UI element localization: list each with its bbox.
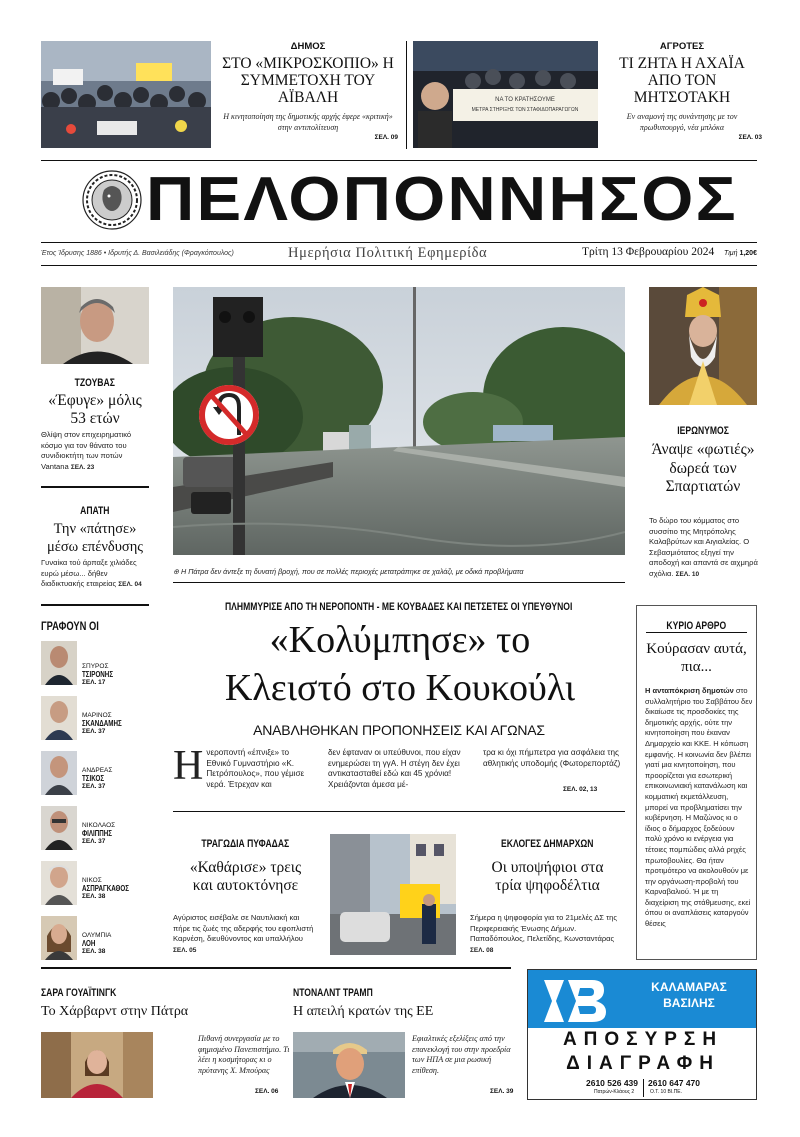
top-right-kicker: ΑΓΡΟΤΕΣ <box>659 41 705 52</box>
writer-ref: ΣΕΛ. 37 <box>82 783 106 790</box>
ekloges-kicker: ΕΚΛΟΓΕΣ ΔΗΜΑΡΧΩΝ <box>501 838 594 850</box>
s2-kicker: ΑΠΑΤΗ <box>80 505 110 517</box>
whiting-photo <box>41 1032 153 1098</box>
ad-name-2: ΒΑΣΙΛΗΣ <box>663 996 715 1010</box>
kyrio-headline[interactable]: Κούρασαν αυτά, πια... <box>646 641 747 675</box>
writer-row[interactable] <box>41 804 151 859</box>
protest-photo <box>41 41 211 148</box>
s2-text: Γυναίκα τού άρπαξε χιλιάδες ευρώ μέσω... δήθεν διαδικτυακής εταιρείας <box>41 558 137 588</box>
bottom-mid-text: Εφιαλτικές εξελίξεις από την επανεκλογή του στην προεδρία των ΗΠΑ σε μια ρωσική επίθεση. <box>412 1034 511 1075</box>
kyrio-text: στο συλλαλητήριο του Σαββάτου δεν δικαίωσε τις προσδοκίες της δημοτικής αρχής, ούτε την κινητοποίηση που έκαναν Δημαρχείο και ΚΚΕ. Η κόπωση εμφανής. Η κοινωνία δεν βλέπει γιατί μια κινητοποίηση, που προορίζεται για εσωτερική επικοινωνιακή κατανάλωση και κομματική εκμετάλλευση, μπορεί να προβληματίσει την κυβέρνηση. Η Μαζώνος κι ο ίδιος ο δήμαρχος ξοδεύουν πολύ χρόνο κι ενέργεια για τέτοιες πομπώδεις αλλά ρηχές πρωτοβουλίες. Θα ήταν προτιμότερο να ακολουθούν με την οργάνωση-προβολή του Καρναβαλιού. Ή με τη διαχείριση της στάθμευσης, εκεί όπου οι αναπλάσεις καταργούν θέσεις <box>645 686 753 929</box>
writer-row[interactable] <box>41 639 151 694</box>
top-left-ref: ΣΕΛ. 09 <box>374 134 398 141</box>
s1-text: Θλίψη στον επιχειρηματικό κόσμο για τον θάνατο του συνιδιοκτήτη των ποτών Vantana <box>41 430 132 471</box>
masthead-logo-icon <box>82 170 142 230</box>
katharise-headline[interactable]: «Καθάρισε» τρεις και αυτοκτόνησε <box>189 859 302 894</box>
masthead-title: ΠΕΛΟΠΟΝΝΗΣΟΣ <box>146 165 738 234</box>
s2-headline[interactable]: Την «πάτησε» μέσω επένδυσης <box>46 521 144 555</box>
bottom-left-headline[interactable]: Το Χάρβαρντ στην Πάτρα <box>41 1004 189 1019</box>
katharise-text: Αγύριστος εισέβαλε σε Ναυτιλιακή και πήρε τις ζωές της αδερφής του εφοπλιστή Καρνέση, διευθύνοντος και υπαλλήλου <box>173 913 314 943</box>
writer-row[interactable] <box>41 914 151 969</box>
writer-last: ΛΟΗ <box>82 939 96 948</box>
main-col3: τρα κι όχι πήμπετρα για ασφάλεια της αθλητικής υποδομής (Φωτορεπορτάζ) <box>483 748 621 768</box>
writer-row[interactable] <box>41 749 151 804</box>
writer-row[interactable] <box>41 859 151 914</box>
kyrio-label: ΚΥΡΙΟ ΑΡΘΡΟ <box>666 620 727 632</box>
ad-addr-2: Ο.Τ. 10 ΒΙ.ΠΕ. <box>650 1089 682 1095</box>
main-headline-1[interactable]: «Κολύμπησε» το <box>269 619 531 661</box>
writer-ref: ΣΕΛ. 37 <box>82 838 106 845</box>
main-ref: ΣΕΛ. 02, 13 <box>563 786 598 793</box>
masthead-founded: Έτος Ίδρυσης 1886 • Ιδρυτής Δ. Βασιλειάδης (Φραγκόπουλος) <box>41 250 234 257</box>
top-right-subtitle: Εν αναμονή της συνάντησης με τον πρωθυπουργό, νέα μπλόκα <box>626 112 738 132</box>
ekloges-ref: ΣΕΛ. 08 <box>470 946 494 954</box>
farmers-banner-text: ΝΑ ΤΟ ΚΡΑΤΗΣΟΥΜΕ <box>495 97 555 103</box>
bottom-mid-kicker: ΝΤΟΝΑΛΝΤ ΤΡΑΜΠ <box>293 987 373 999</box>
masthead-tagline: Ημερήσια Πολιτική Εφημερίδα <box>288 245 488 261</box>
bottom-left-ref: ΣΕΛ. 06 <box>255 1088 279 1095</box>
ekloges-headline[interactable]: Οι υποψήφιοι στα τρία ψηφοδέλτια <box>491 859 604 894</box>
main-headline-2[interactable]: Κλειστό στο Κουκούλι <box>224 667 576 709</box>
ad-box[interactable] <box>527 969 757 1100</box>
writer-last: ΑΣΠΡΑΓΚΑΘΟΣ <box>82 884 130 893</box>
writer-last: ΣΚΑΝΔΑΜΗΣ <box>82 719 122 728</box>
s1-headline[interactable]: «Έφυγε» μόλις 53 ετών <box>48 392 142 427</box>
writer-ref: ΣΕΛ. 17 <box>82 679 106 686</box>
top-left-subtitle: Η κινητοποίηση της δημοτικής αρχής έφερε «κριτική» στην αντιπολίτευση <box>223 112 393 132</box>
writer-last: ΤΣΙΚΟΣ <box>82 774 105 783</box>
bottom-mid-ref: ΣΕΛ. 39 <box>490 1088 514 1095</box>
writer-first: ΣΠΥΡΟΣ <box>82 663 109 670</box>
writer-avatar <box>41 806 77 850</box>
writer-last: ΤΣΙΡΟΝΗΣ <box>82 670 114 679</box>
ekloges-text: Σήμερα η ψηφοφορία για το 21μελές ΔΣ της Περιφερειακής Ένωσης Δήμων. Παπαδόπουλος, Πελετίδης, Κωνσταντάρας <box>470 913 617 943</box>
farmers-photo <box>413 41 598 148</box>
farmers-banner-text-2: ΜΕΤΡΑ ΣΤΗΡΙΞΗΣ ΤΩΝ ΣΤΑΦΙΔΟΠΑΡΑΓΩΓΩΝ <box>471 107 579 113</box>
katharise-kicker: ΤΡΑΓΩΔΙΑ ΠΥΦΑΔΑΣ <box>201 838 290 850</box>
ieronymos-kicker: ΙΕΡΩΝΥΜΟΣ <box>677 425 729 437</box>
writer-last: ΦΙΛΙΠΠΗΣ <box>82 829 113 838</box>
ad-phone-2[interactable]: 2610 647 470 <box>648 1078 700 1088</box>
ieronymos-headline[interactable]: Άναψε «φωτιές» δωρεά των Σπαρτιατών <box>651 441 755 495</box>
price: 1,20€ <box>739 250 757 257</box>
price-label: Τιμή <box>724 250 738 257</box>
main-subhead: ΑΝΑΒΛΗΘΗΚΑΝ ΠΡΟΠΟΝΗΣΕΙΣ ΚΑΙ ΑΓΩΝΑΣ <box>253 722 545 738</box>
writer-avatar <box>41 751 77 795</box>
writers-title: ΓΡΑΦΟΥΝ ΟΙ <box>41 619 99 633</box>
s1-kicker: ΤΖΟΥΒΑΣ <box>74 377 116 389</box>
tzouvas-photo <box>41 287 149 364</box>
ad-line-1: ΑΠΟΣΥΡΣΗ <box>562 1029 724 1050</box>
ieronymos-ref: ΣΕΛ. 10 <box>675 570 700 578</box>
writer-first: ΟΛΥΜΠΙΑ <box>82 932 112 939</box>
main-col2: δεν έφταναν οι υπεύθυνοι, που είχαν ενημερώσει τη γγΑ. Η στέγη δεν έχει αντικατασταθεί εδώ και 45 χρόνια! Χρειάζονται άμεσα μέ- <box>328 748 461 789</box>
masthead-date: Τρίτη 13 Φεβρουαρίου 2024 <box>582 246 715 258</box>
ad-phone-1[interactable]: 2610 526 439 <box>586 1078 638 1088</box>
top-left-headline[interactable]: ΣΤΟ «ΜΙΚΡΟΣΚΟΠΙΟ» Η ΣΥΜΜΕΤΟΧΗ ΤΟΥ ΑΪΒΑΛΗ <box>222 55 394 106</box>
writer-avatar <box>41 916 77 960</box>
trump-photo <box>293 1032 405 1098</box>
flood-photo <box>173 287 625 555</box>
writer-first: ΑΝΔΡΕΑΣ <box>82 767 113 774</box>
s1-ref: ΣΕΛ. 23 <box>70 463 95 471</box>
writers-list <box>41 639 151 969</box>
ad-addr-1: Πατρών-Κλάους 2 <box>594 1089 635 1095</box>
main-col1: νεροποντή «έπνιξε» το Εθνικό Γυμναστήριο «Κ. Πετρόπουλος», που γέμισε νερά. Έτρεχαν και <box>206 748 305 789</box>
ieronymos-text: Το δώρο του κόμματος στο συσσίτιο της Μητρόπολης Καλαβρύτων και Αιγιαλείας. Ο Σεβασμιότατος εξηγεί την αποδοχή και απαντά σε αιχμηρά σχόλια. <box>649 516 758 578</box>
top-right-headline[interactable]: ΤΙ ΖΗΤΑ Η ΑΧΑΪΑ ΑΠΟ ΤΟΝ ΜΗΤΣΟΤΑΚΗ <box>619 55 745 106</box>
bottom-mid-headline[interactable]: Η απειλή κρατών της ΕΕ <box>293 1004 434 1019</box>
bottom-left-kicker: ΣΑΡΑ ΓΟΥΑΪΤΙΝΓΚ <box>41 987 117 999</box>
bottom-left-text: Πιθανή συνεργασία με το φημισμένο Πανεπιστήμιο. Τι λέει η κοσμήτορας κι ο πρύτανης Χ. Μπούρας <box>198 1034 290 1075</box>
katharise-ref: ΣΕΛ. 05 <box>173 946 197 954</box>
writer-avatar <box>41 696 77 740</box>
s2-ref: ΣΕΛ. 04 <box>118 581 142 588</box>
writer-first: ΝΙΚΟΛΑΟΣ <box>82 822 116 829</box>
writer-ref: ΣΕΛ. 38 <box>82 893 106 900</box>
writer-avatar <box>41 641 77 685</box>
kyrio-lead: Η ανταπόκριση δημοτών <box>645 686 734 695</box>
main-caption: Η Πάτρα δεν άντεξε τη δυνατή βροχή, που σε πολλές περιοχές μετατράπηκε σε χαλάζι, με οδικά προβλήματα <box>181 567 524 576</box>
writer-ref: ΣΕΛ. 37 <box>82 728 106 735</box>
writer-first: ΝΙΚΟΣ <box>82 877 102 884</box>
ad-name-1: ΚΑΛΑΜΑΡΑΣ <box>651 980 727 994</box>
ad-line-2: ΔΙΑΓΡΑΦΗ <box>566 1053 720 1074</box>
ad-logo-icon <box>542 976 610 1026</box>
camera-icon: ⊕ <box>173 567 180 576</box>
top-left-kicker: ΔΗΜΟΣ <box>290 41 326 52</box>
crime-scene-photo <box>330 834 456 955</box>
writer-row[interactable] <box>41 694 151 749</box>
main-kicker: ΠΛΗΜΜΥΡΙΣΕ ΑΠΟ ΤΗ ΝΕΡΟΠΟΝΤΗ - ΜΕ ΚΟΥΒΑΔΕΣ ΚΑΙ ΠΕΤΣΕΤΕΣ ΟΙ ΥΠΕΥΘΥΝΟΙ <box>225 601 573 613</box>
main-dropcap: Η <box>173 743 204 789</box>
writer-avatar <box>41 861 77 905</box>
writer-first: ΜΑΡΙΝΟΣ <box>82 712 112 719</box>
ieronymos-photo <box>649 287 757 405</box>
top-right-ref: ΣΕΛ. 03 <box>738 134 762 141</box>
writer-ref: ΣΕΛ. 38 <box>82 948 106 955</box>
